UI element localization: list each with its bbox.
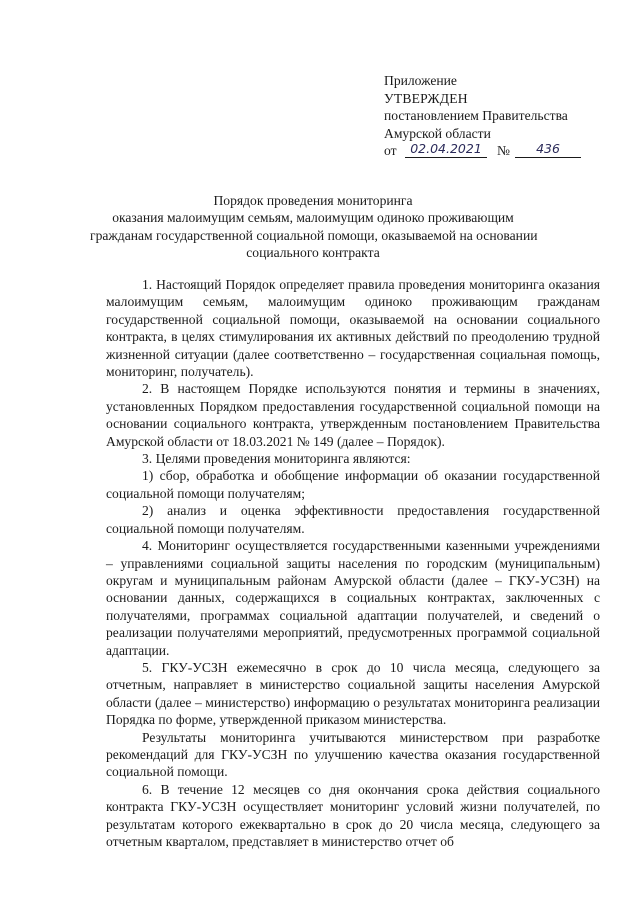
title-line-4: социального контракта — [246, 244, 380, 260]
paragraph-4: 4. Мониторинг осуществляется государственными казенными учреждениями – управлениями социальной защиты населения по городским (муниципальным) округам и муниципальным районам Амурской области (далее – ГКУ-УСЗН) на основании данных, содержащихся в социальных контрактах, заключенных с получателями, программах социальной адаптации получателей, и сведений о реализации получателями мероприятий, предусмотренных программой социальной адаптации. — [106, 538, 600, 658]
document-body — [106, 276, 600, 850]
paragraph-6: 6. В течение 12 месяцев со дня окончания срока действия социального контракта ГКУ-УСЗН осуществляет мониторинг условий жизни получателей, по результатам которого ежеквартально в срок до 20 числа месяца, следующего за отчетным кварталом, представляет в министерство отчет об — [106, 781, 600, 849]
approval-number-label: № — [497, 143, 510, 158]
approval-region-label: Амурской области — [384, 125, 491, 141]
approval-approved-label: УТВЕРЖДЕН — [384, 90, 468, 106]
paragraph-5: 5. ГКУ-УСЗН ежемесячно в срок до 10 числа месяца, следующего за отчетным, направляет в министерство социальной защиты населения Амурской области (далее – министерство) информацию о результатах мониторинга реализации Порядка по форме, утвержденной приказом министерства. — [106, 659, 600, 728]
approval-appendix-label: Приложение — [384, 73, 457, 88]
approval-number-handwritten: 436 — [515, 141, 581, 158]
paragraph-3: 3. Целями проведения мониторинга являются: — [142, 451, 411, 467]
approval-date-handwritten: 02.04.2021 — [405, 141, 487, 158]
paragraph-3-item-1: 1) сбор, обработка и обобщение информации об оказании государственной социальной помощи получателям; — [106, 468, 600, 501]
paragraph-2: 2. В настоящем Порядке используются понятия и термины в значениях, установленных Порядком предоставления государственной социальной помощи на основании социального контракта, утвержденным постановлением Правительства Амурской области от 18.03.2021 № 149 (далее – Порядок). — [106, 381, 600, 449]
paragraph-1: 1. Настоящий Порядок определяет правила проведения мониторинга оказания малоимущим семьям, малоимущим одиноко проживающим гражданам государственной социальной помощи, оказываемой на основании социального контракта, в целях стимулирования их активных действий по преодолению трудной жизненной ситуации (далее соответственно – государственная социальная помощь, мониторинг, получатель). — [106, 277, 600, 380]
document-title — [90, 192, 536, 261]
approval-date-number-line — [384, 142, 614, 160]
paragraph-3-item-2: 2) анализ и оценка эффективности предоставления государственной социальной помощи получателям. — [106, 503, 600, 536]
approval-resolution-label: постановлением Правительства — [384, 108, 568, 123]
approval-block — [384, 72, 614, 160]
title-line-3: гражданам государственной социальной помощи, оказываемой на основании — [90, 227, 538, 243]
paragraph-5-results: Результаты мониторинга учитываются министерством при разработке рекомендаций для ГКУ-УСЗН по улучшению качества оказания государственной социальной помощи. — [106, 729, 600, 780]
title-line-1: Порядок проведения мониторинга — [213, 193, 413, 208]
approval-from-label: от — [384, 143, 397, 158]
title-line-2: оказания малоимущим семьям, малоимущим одиноко проживающим — [112, 210, 514, 226]
